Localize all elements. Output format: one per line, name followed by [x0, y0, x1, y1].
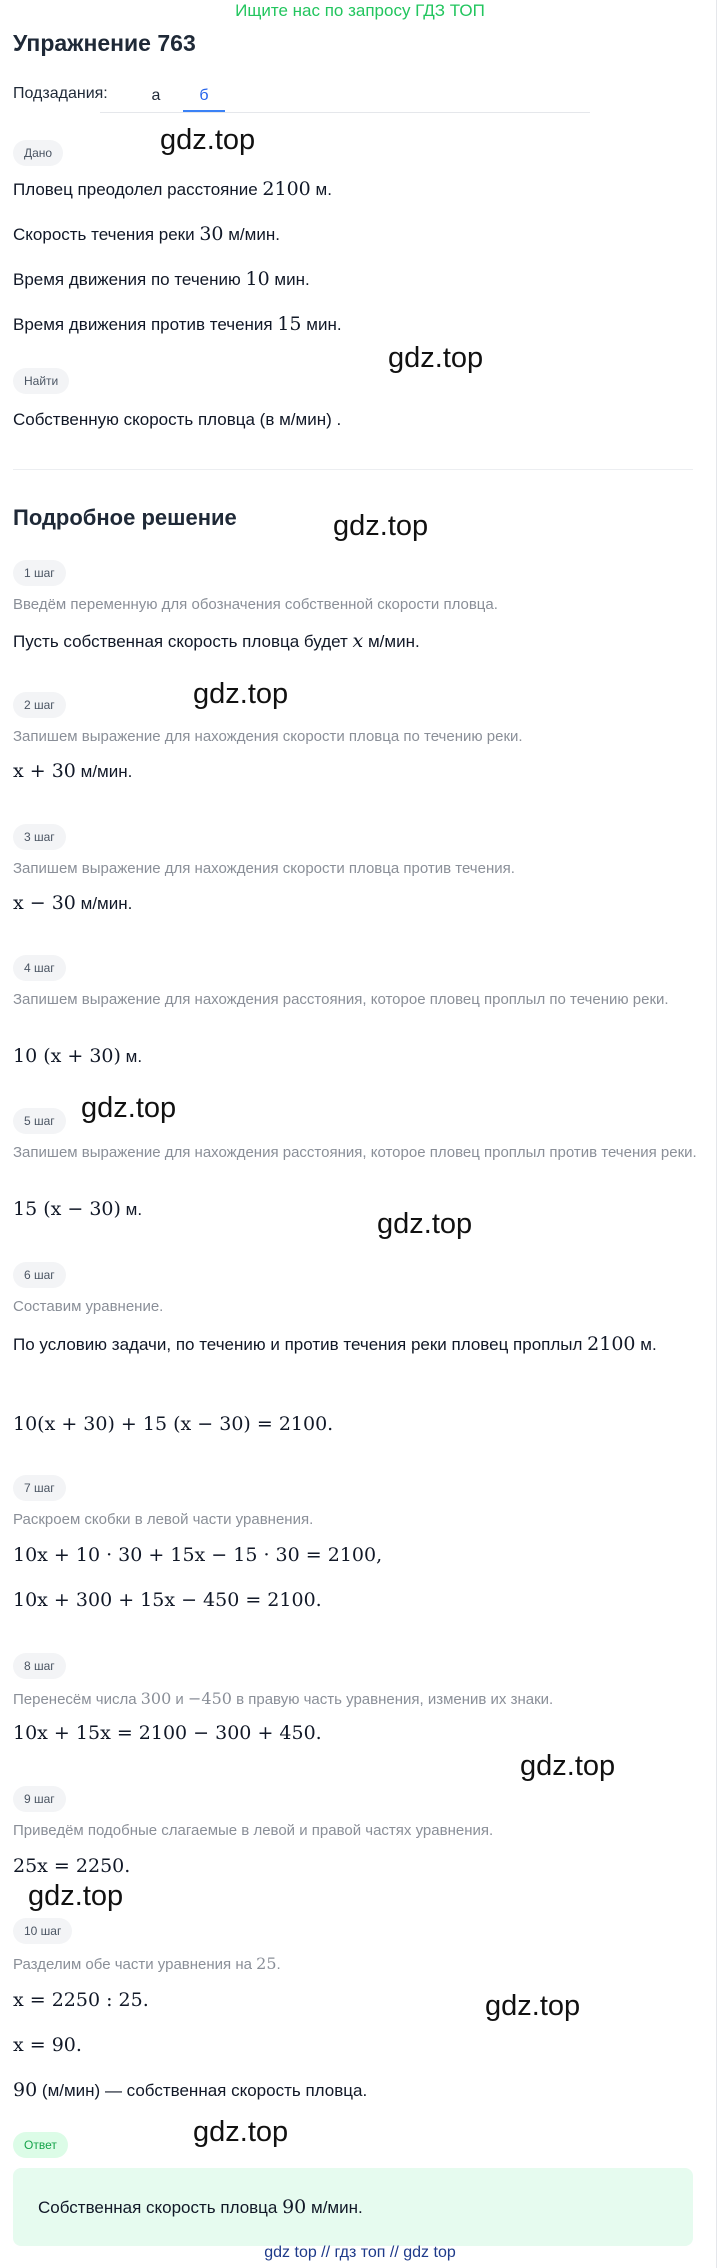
- watermark: gdz.top: [28, 1880, 124, 1912]
- given-current-speed: Скорость течения реки 30 м/мин.: [13, 223, 280, 245]
- given-chip: Дано: [13, 140, 63, 166]
- footer-link[interactable]: gdz top: [264, 2244, 317, 2261]
- footer-link[interactable]: gdz top: [403, 2244, 456, 2261]
- step-body: Пусть собственная скорость пловца будет x м/мин.: [13, 630, 420, 652]
- find-chip: Найти: [13, 368, 69, 394]
- step-description: Разделим обе части уравнения на 25.: [13, 1954, 281, 1973]
- watermark: gdz.top: [193, 2116, 289, 2148]
- watermark: gdz.top: [520, 1750, 616, 1782]
- given-distance: Пловец преодолел расстояние 2100 м.: [13, 178, 332, 200]
- section-divider: [13, 469, 693, 470]
- footer-links: gdz top // гдз топ // gdz top: [264, 2244, 456, 2261]
- step-math: 10x + 10 · 30 + 15x − 15 · 30 = 2100,: [13, 1544, 383, 1566]
- watermark: gdz.top: [193, 678, 289, 710]
- step-description: Раскроем скобки в левой части уравнения.: [13, 1511, 314, 1528]
- step-math: 10(x + 30) + 15 (x − 30) = 2100.: [13, 1413, 334, 1435]
- step-chip: 4 шаг: [13, 955, 66, 981]
- watermark: gdz.top: [333, 510, 429, 542]
- step-description: Запишем выражение для нахождения скорости пловца по течению реки.: [13, 728, 523, 745]
- step-chip: 5 шаг: [13, 1108, 66, 1134]
- step-math: 10x + 15x = 2100 − 300 + 450.: [13, 1722, 322, 1744]
- step-chip: 10 шаг: [13, 1918, 72, 1944]
- right-divider: [716, 0, 717, 2268]
- step-math: 10x + 300 + 15x − 450 = 2100.: [13, 1589, 322, 1611]
- step-chip: 2 шаг: [13, 692, 66, 718]
- step-chip: 3 шаг: [13, 824, 66, 850]
- step-math: x + 30 м/мин.: [13, 760, 133, 782]
- tab-subtask-a[interactable]: а: [151, 87, 161, 104]
- answer-text: Собственная скорость пловца 90 м/мин.: [38, 2196, 363, 2218]
- step-description: Запишем выражение для нахождения скорости пловца против течения.: [13, 860, 515, 877]
- step-description: Приведём подобные слагаемые в левой и правой частях уравнения.: [13, 1822, 494, 1839]
- footer-link[interactable]: гдз топ: [334, 2244, 386, 2261]
- search-banner[interactable]: Ищите нас по запросу ГДЗ ТОП: [235, 1, 485, 20]
- watermark: gdz.top: [388, 342, 484, 374]
- step-math: x = 2250 : 25.: [13, 1989, 149, 2011]
- step-math: x = 90.: [13, 2034, 82, 2056]
- find-text: Собственную скорость пловца (в м/мин) .: [13, 410, 342, 429]
- tab-subtask-b[interactable]: б: [183, 80, 225, 112]
- step-math: 25x = 2250.: [13, 1855, 131, 1877]
- step-text: По условию задачи, по течению и против течения реки пловец проплыл 2100 м.: [13, 1333, 657, 1355]
- step-chip: 6 шаг: [13, 1262, 66, 1288]
- step-result: 90 (м/мин) — собственная скорость пловца.: [13, 2079, 368, 2101]
- step-description: Запишем выражение для нахождения расстояния, которое пловец проплыл против течения реки.: [13, 1144, 697, 1161]
- step-math: 15 (x − 30) м.: [13, 1198, 143, 1220]
- step-description: Перенесём числа 300 и −450 в правую часть уравнения, изменив их знаки.: [13, 1689, 554, 1708]
- watermark: gdz.top: [377, 1208, 473, 1240]
- solution-title: Подробное решение: [13, 505, 237, 530]
- watermark: gdz.top: [160, 124, 256, 156]
- step-chip: 9 шаг: [13, 1786, 66, 1812]
- step-chip: 1 шаг: [13, 560, 66, 586]
- subtasks-label: Подзадания:: [13, 85, 108, 102]
- watermark: gdz.top: [485, 1990, 581, 2022]
- page-title: Упражнение 763: [13, 30, 196, 56]
- step-description: Введём переменную для обозначения собственной скорости пловца.: [13, 596, 498, 613]
- step-math: 10 (x + 30) м.: [13, 1045, 143, 1067]
- watermark: gdz.top: [81, 1092, 177, 1124]
- answer-chip: Ответ: [13, 2132, 68, 2158]
- given-time-upstream: Время движения против течения 15 мин.: [13, 313, 342, 335]
- step-description: Составим уравнение.: [13, 1298, 164, 1315]
- step-description: Запишем выражение для нахождения расстояния, которое пловец проплыл по течению реки.: [13, 991, 669, 1008]
- step-chip: 8 шаг: [13, 1653, 66, 1679]
- step-chip: 7 шаг: [13, 1475, 66, 1501]
- step-math: x − 30 м/мин.: [13, 892, 133, 914]
- answer-box: [13, 2168, 693, 2246]
- given-time-downstream: Время движения по течению 10 мин.: [13, 268, 310, 290]
- tabs-underline: [100, 112, 590, 113]
